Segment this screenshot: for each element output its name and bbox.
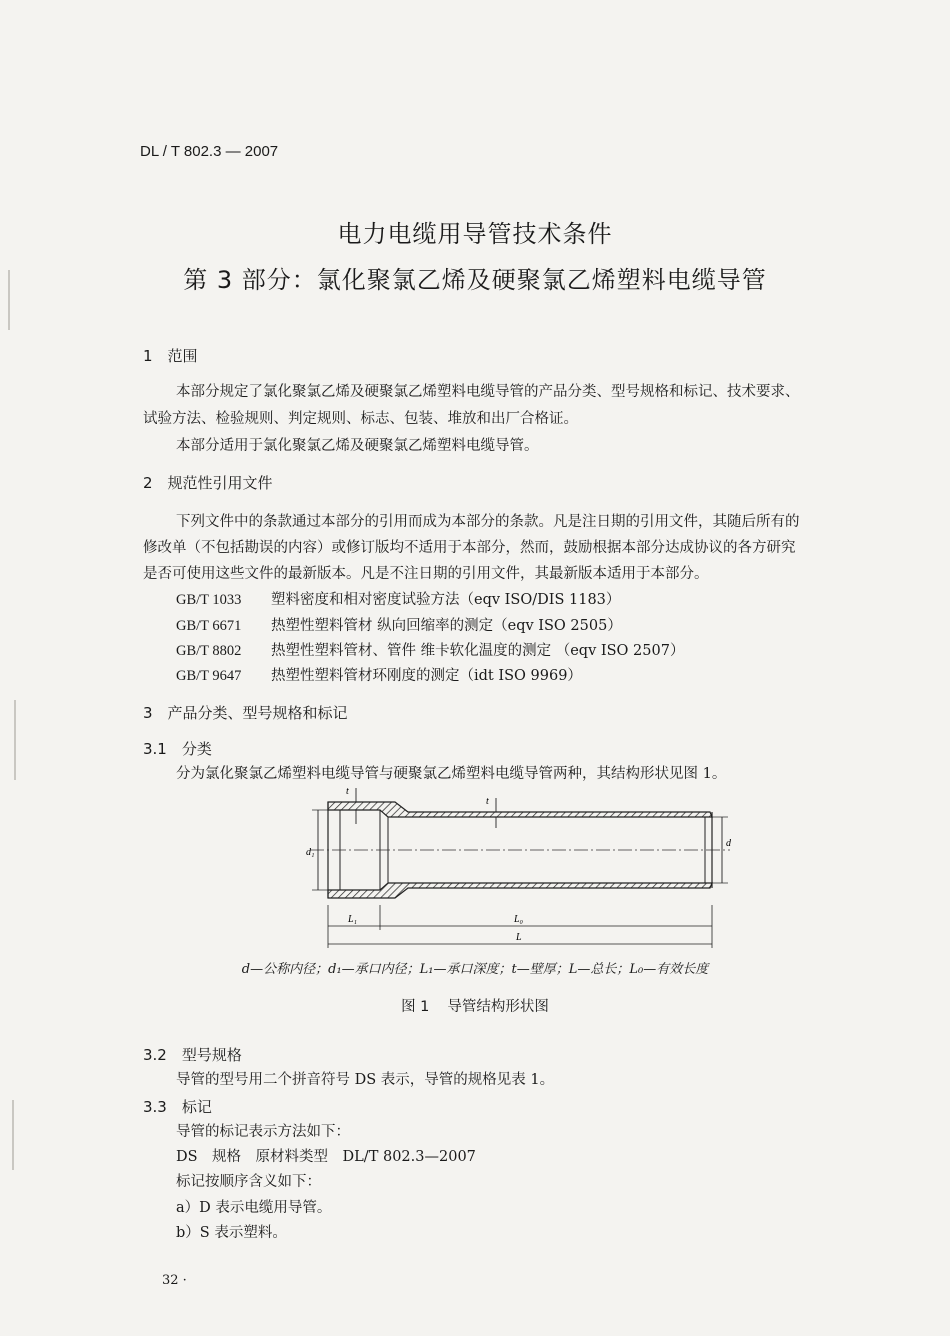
conduit-bottom-wall [328, 883, 712, 898]
section-2-paragraph-c: 是否可使用这些文件的最新版本。凡是不注日期的引用文件，其最新版本适用于本部分。 [143, 566, 709, 582]
scan-edge-mark [14, 700, 16, 780]
section-1-paragraph-1b: 试验方法、检验规则、判定规则、标志、包装、堆放和出厂合格证。 [143, 411, 578, 427]
reference-code: GB/T 1033 [176, 592, 242, 608]
figure-number: 图 1 [401, 999, 430, 1015]
label-t-socket: t [346, 786, 349, 797]
section-3-1-text: 分为氯化聚氯乙烯塑料电缆导管与硬聚氯乙烯塑料电缆导管两种，其结构形状见图 1。 [176, 766, 727, 782]
section-3-heading: 3 产品分类、型号规格和标记 [143, 704, 348, 722]
document-code: DL / T 802.3 — 2007 [140, 143, 279, 160]
section-2-paragraph-b: 修改单（不包括勘误的内容）或修订版均不适用于本部分，然而，鼓励根据本部分达成协议的各方研究 [143, 540, 796, 556]
scan-edge-mark [12, 1100, 14, 1170]
label-L: L [516, 932, 522, 943]
reference-item [176, 664, 582, 685]
reference-title: 热塑性塑料管材、管件 维卡软化温度的测定 （eqv ISO 2507） [271, 643, 685, 659]
label-L1: L₁ [348, 914, 358, 925]
label-L0: L₀ [514, 914, 524, 925]
marking-item-b: b）S 表示塑料。 [176, 1225, 287, 1241]
document-subtitle: 第 3 部分：氯化聚氯乙烯及硬聚氯乙烯塑料电缆导管 [183, 266, 767, 294]
reference-title: 热塑性塑料管材 纵向回缩率的测定（eqv ISO 2505） [271, 618, 622, 634]
document-title: 电力电缆用导管技术条件 [337, 220, 613, 248]
marking-item-a: a）D 表示电缆用导管。 [176, 1200, 332, 1216]
marking-format: DS 规格 原材料类型 DL/T 802.3—2007 [176, 1149, 476, 1165]
section-3-2-text: 导管的型号用二个拼音符号 DS 表示，导管的规格见表 1。 [176, 1072, 555, 1088]
conduit-top-wall [328, 802, 712, 817]
figure-title [0, 995, 950, 1016]
label-d: d [726, 838, 731, 849]
section-3-3-heading: 3.3 标记 [143, 1098, 212, 1116]
section-1-heading: 1 范围 [143, 347, 198, 365]
conduit-structure-figure [300, 780, 740, 955]
section-3-2-heading: 3.2 型号规格 [143, 1046, 242, 1064]
marking-order-intro: 标记按顺序含义如下： [176, 1174, 321, 1190]
section-2-heading: 2 规范性引用文件 [143, 474, 273, 492]
marking-intro: 导管的标记表示方法如下： [176, 1124, 350, 1140]
page-number: 32 · [162, 1273, 187, 1288]
reference-code: GB/T 9647 [176, 668, 242, 684]
reference-title: 塑料密度和相对密度试验方法（eqv ISO/DIS 1183） [271, 592, 621, 608]
section-2-paragraph-a: 下列文件中的条款通过本部分的引用而成为本部分的条款。凡是注日期的引用文件，其随后所有的 [176, 514, 800, 530]
label-d1: d₁ [306, 847, 315, 858]
figure-legend: d—公称内径；d₁—承口内径；L₁—承口深度；t—壁厚；L—总长；L₀—有效长度 [241, 962, 709, 977]
section-1-paragraph-2: 本部分适用于氯化聚氯乙烯及硬聚氯乙烯塑料电缆导管。 [176, 438, 539, 454]
label-t-pipe: t [486, 796, 489, 807]
reference-item [176, 639, 684, 660]
section-1-paragraph-1a: 本部分规定了氯化聚氯乙烯及硬聚氯乙烯塑料电缆导管的产品分类、型号规格和标记、技术要求、 [176, 384, 800, 400]
reference-item [176, 588, 620, 609]
section-3-1-heading: 3.1 分类 [143, 740, 212, 758]
reference-title: 热塑性塑料管材环刚度的测定（idt ISO 9969） [271, 668, 582, 684]
reference-item [176, 614, 622, 635]
reference-code: GB/T 6671 [176, 618, 242, 634]
figure-title-text: 导管结构形状图 [447, 999, 549, 1015]
reference-code: GB/T 8802 [176, 643, 242, 659]
